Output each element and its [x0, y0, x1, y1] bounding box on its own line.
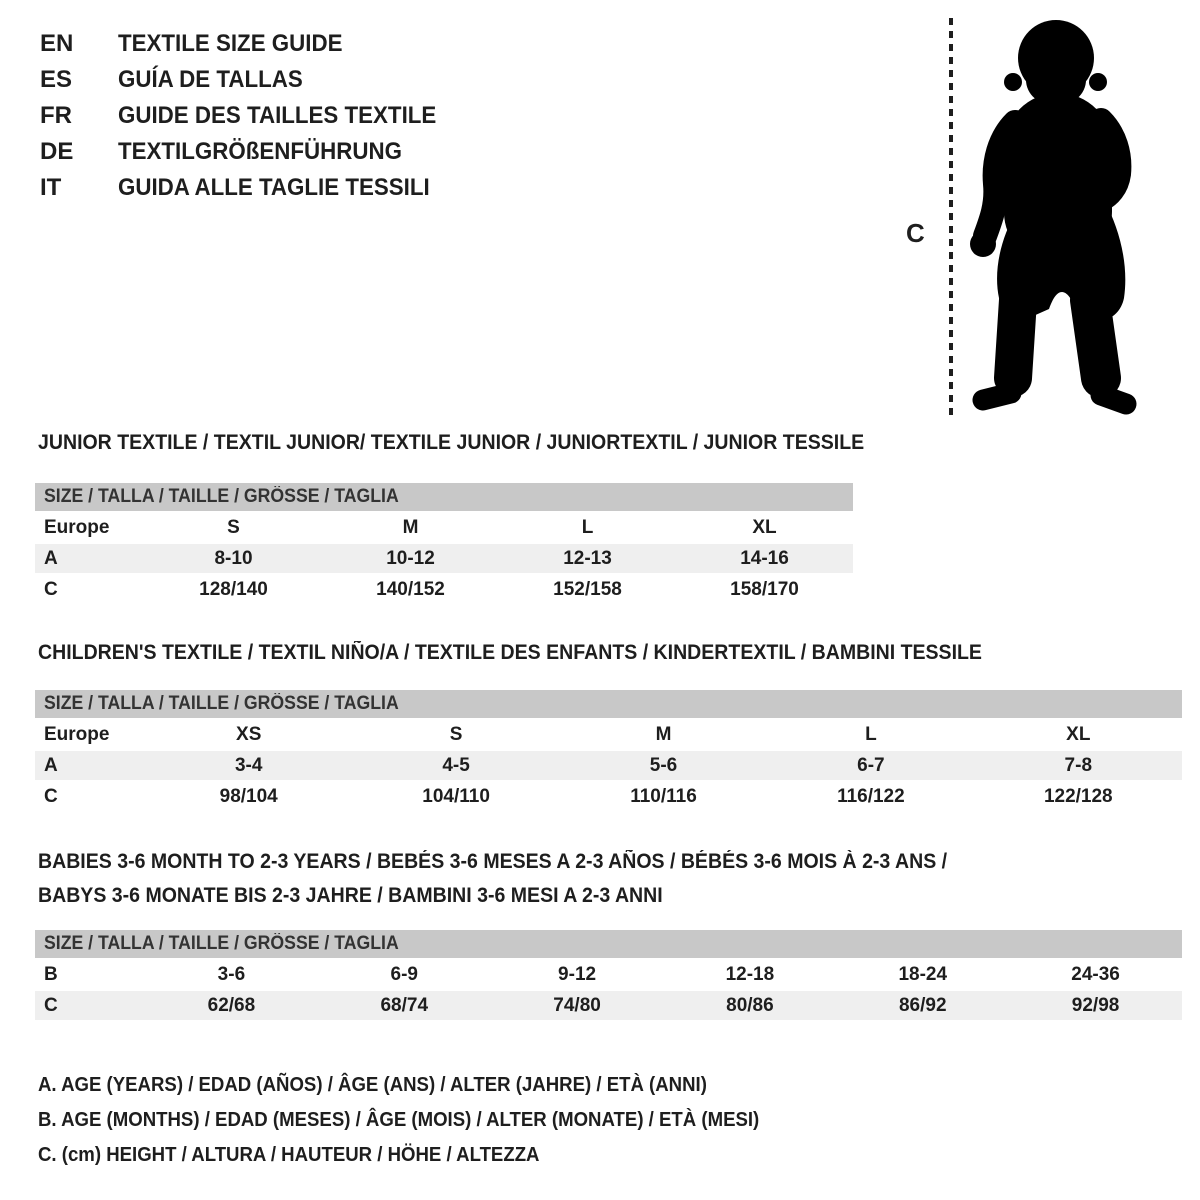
children-table [35, 690, 1182, 811]
language-code: FR [40, 102, 72, 129]
babies-section-title: BABIES 3-6 MONTH TO 2-3 YEARS / BEBÉS 3-6 MESES A 2-3 AÑOS / BÉBÉS 3-6 MOIS À 2-3 ANS / BABYS 3-6 MONATE BIS 2-3 JAHRE / BAMBINI 3-6 MESI A 2-3 ANNI [38, 850, 948, 907]
language-code: EN [40, 30, 74, 57]
region-label: Europe [44, 723, 110, 745]
value-cell: 86/92 [898, 994, 947, 1016]
children-region-row [35, 718, 1182, 749]
language-label: GUIDA ALLE TAGLIE TESSILI [118, 174, 430, 201]
children-section-title: CHILDREN'S TEXTILE / TEXTIL NIÑO/A / TEXTILE DES ENFANTS / KINDERTEXTIL / BAMBINI TESSILE [38, 641, 982, 664]
junior-region-row [35, 511, 853, 542]
row-label: C [44, 785, 58, 807]
language-label: TEXTILGRÖßENFÜHRUNG [118, 138, 402, 165]
row-label: B [44, 963, 58, 985]
row-label: A [44, 547, 58, 569]
language-row-it [40, 170, 460, 206]
value-cell: 18-24 [898, 963, 948, 985]
value-cell: 7-8 [1064, 754, 1093, 776]
value-cell: 6-7 [857, 754, 885, 776]
language-label: GUÍA DE TALLAS [118, 66, 303, 93]
value-cell: 74/80 [553, 994, 601, 1016]
value-cell: 104/110 [422, 785, 490, 807]
value-cell: 98/104 [219, 785, 278, 807]
value-cell: 152/158 [553, 578, 622, 600]
value-cell: 116/122 [837, 785, 905, 807]
value-cell: 110/116 [630, 785, 697, 807]
value-cell: 128/140 [199, 578, 268, 600]
value-cell: 158/170 [730, 578, 799, 600]
value-cell: 10-12 [386, 547, 435, 569]
row-label: C [44, 578, 58, 600]
language-code: DE [40, 138, 74, 165]
value-cell: 4-5 [442, 754, 470, 776]
value-cell: 8-10 [214, 547, 253, 569]
value-cell: 80/86 [726, 994, 774, 1016]
size-cell: S [227, 516, 240, 538]
babies-table [35, 930, 1182, 1020]
size-cell: XS [236, 723, 262, 745]
children-row-c [35, 780, 1182, 811]
measure-label-c: C [906, 218, 925, 248]
size-cell: XL [1066, 723, 1091, 745]
size-cell: M [402, 516, 419, 538]
junior-row-a [35, 542, 853, 573]
legend-line-c: C. (cm) HEIGHT / ALTURA / HAUTEUR / HÖHE / ALTEZZA [38, 1144, 540, 1166]
junior-section-title: JUNIOR TEXTILE / TEXTIL JUNIOR/ TEXTILE JUNIOR / JUNIORTEXTIL / JUNIOR TESSILE [38, 431, 865, 454]
babies-row-b [35, 958, 1182, 989]
language-code: IT [40, 174, 62, 201]
region-label: Europe [44, 516, 110, 538]
legend-line-b: B. AGE (MONTHS) / EDAD (MESES) / ÂGE (MOIS) / ALTER (MONATE) / ETÀ (MESI) [38, 1109, 760, 1131]
legend [38, 1068, 814, 1173]
value-cell: 68/74 [380, 994, 429, 1016]
toddler-silhouette [963, 12, 1148, 420]
junior-row-c [35, 573, 853, 604]
size-cell: L [581, 516, 594, 538]
value-cell: 5-6 [649, 754, 678, 776]
language-row-en [40, 26, 460, 62]
junior-table [35, 483, 853, 604]
children-row-a [35, 749, 1182, 780]
legend-line-a: A. AGE (YEARS) / EDAD (AÑOS) / ÂGE (ANS) / ALTER (JAHRE) / ETÀ (ANNI) [38, 1074, 707, 1096]
children-size-header-band: SIZE / TALLA / TAILLE / GRÖSSE / TAGLIA [35, 690, 1182, 718]
language-label: GUIDE DES TAILLES TEXTILE [118, 102, 437, 129]
value-cell: 92/98 [1071, 994, 1120, 1016]
babies-row-c [35, 989, 1182, 1020]
value-cell: 122/128 [1043, 785, 1113, 807]
value-cell: 3-6 [217, 963, 246, 985]
value-cell: 6-9 [390, 963, 418, 985]
value-cell: 14-16 [740, 547, 789, 569]
language-code: ES [40, 66, 73, 93]
language-row-fr [40, 98, 460, 134]
babies-size-header-band: SIZE / TALLA / TAILLE / GRÖSSE / TAGLIA [35, 930, 1182, 958]
size-cell: S [449, 723, 463, 745]
height-measure-dashed-line [949, 18, 953, 416]
value-cell: 140/152 [376, 578, 445, 600]
value-cell: 12-18 [725, 963, 775, 985]
value-cell: 3-4 [234, 754, 263, 776]
language-list [40, 26, 460, 206]
row-label: A [44, 754, 58, 776]
value-cell: 9-12 [558, 963, 597, 985]
language-row-es [40, 62, 460, 98]
language-label: TEXTILE SIZE GUIDE [118, 30, 343, 57]
junior-size-header-band: SIZE / TALLA / TAILLE / GRÖSSE / TAGLIA [35, 483, 853, 511]
row-label: C [44, 994, 58, 1016]
value-cell: 62/68 [207, 994, 256, 1016]
value-cell: 24-36 [1071, 963, 1120, 985]
size-cell: M [655, 723, 672, 745]
size-cell: XL [752, 516, 777, 538]
language-row-de [40, 134, 460, 170]
value-cell: 12-13 [563, 547, 612, 569]
size-cell: L [865, 723, 877, 745]
